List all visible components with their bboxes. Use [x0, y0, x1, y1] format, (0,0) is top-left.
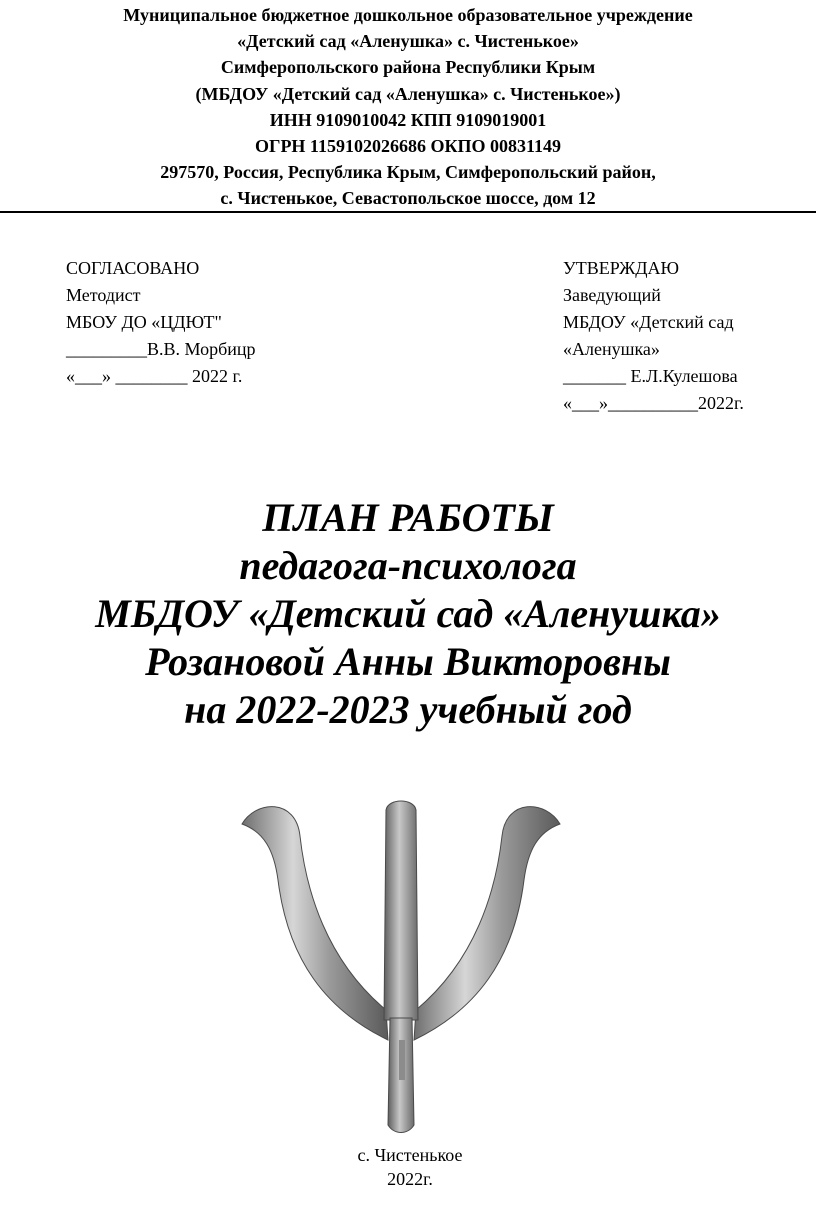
organization-header — [0, 2, 816, 212]
approved-line: _______ Е.Л.Кулешова — [563, 366, 738, 386]
agreed-line: СОГЛАСОВАНО — [66, 258, 200, 278]
header-line: 297570, Россия, Республика Крым, Симферопольский район, — [160, 162, 656, 183]
footer-place: с. Чистенькое — [357, 1145, 463, 1165]
footer-year: 2022г. — [387, 1169, 433, 1189]
approved-line: Заведующий — [563, 285, 661, 305]
title-line: ПЛАН РАБОТЫ — [262, 495, 554, 540]
header-line: Муниципальное бюджетное дошкольное образовательное учреждение — [123, 5, 693, 25]
header-line: с. Чистенькое, Севастопольское шоссе, дом 12 — [220, 188, 596, 209]
header-divider — [0, 211, 816, 213]
document-footer — [0, 1143, 816, 1191]
agreed-line: Методист — [66, 285, 141, 305]
title-line: на 2022-2023 учебный год — [184, 687, 632, 732]
approved-line: МБДОУ «Детский сад — [563, 312, 734, 332]
approved-line: «Аленушка» — [563, 339, 660, 359]
agreed-line: МБОУ ДО «ЦДЮТ" — [66, 312, 222, 332]
psi-symbol-icon — [236, 790, 566, 1140]
header-line: ОГРН 1159102026686 ОКПО 00831149 — [254, 136, 562, 157]
title-line: Розановой Анны Викторовны — [145, 639, 671, 684]
agreed-line: «___» ________ 2022 г. — [66, 366, 243, 386]
header-line: «Детский сад «Аленушка» с. Чистенькое» — [237, 31, 579, 52]
title-line: педагога-психолога — [239, 543, 577, 588]
agreed-block — [66, 255, 256, 390]
agreed-line: _________В.В. Морбицр — [66, 339, 256, 359]
approved-line: «___»__________2022г. — [563, 393, 744, 413]
approved-line: УТВЕРЖДАЮ — [563, 258, 680, 278]
header-line: (МБДОУ «Детский сад «Аленушка» с. Чистенькое») — [195, 83, 621, 104]
approved-block — [563, 255, 744, 417]
document-title — [0, 494, 816, 734]
header-line: ИНН 9109010042 КПП 9109019001 — [269, 109, 547, 130]
header-line: Симферопольского района Республики Крым — [220, 57, 596, 78]
title-line: МБДОУ «Детский сад «Аленушка» — [95, 591, 721, 636]
